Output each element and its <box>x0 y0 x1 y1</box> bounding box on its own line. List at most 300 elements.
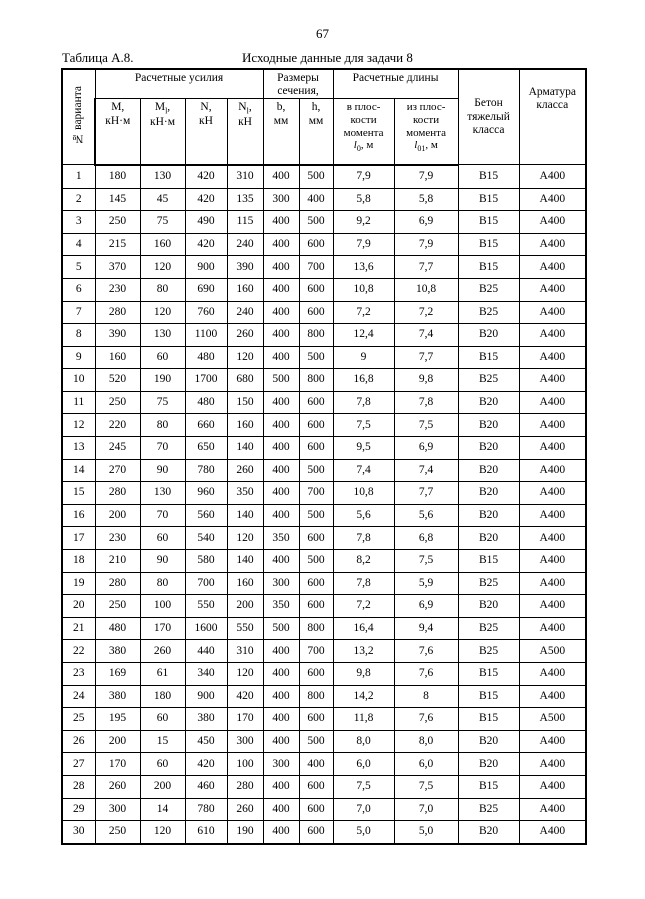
cell-Nl: 310 <box>227 165 263 188</box>
cell-M: 280 <box>95 482 140 505</box>
col-header-Nl: $N_l$, кН <box>227 99 263 165</box>
cell-rebar: A400 <box>519 233 586 256</box>
cell-h: 700 <box>299 640 333 663</box>
cell-h: 600 <box>299 391 333 414</box>
cell-M: 380 <box>95 685 140 708</box>
cell-l01: 8 <box>394 685 458 708</box>
cell-concrete: B20 <box>458 527 519 550</box>
cell-concrete: B15 <box>458 256 519 279</box>
cell-concrete: B25 <box>458 369 519 392</box>
table-row <box>62 414 586 437</box>
cell-N: 480 <box>185 391 227 414</box>
cell-l0: 11,8 <box>333 708 394 731</box>
cell-rebar: A400 <box>519 685 586 708</box>
data-table <box>61 68 587 845</box>
cell-M: 210 <box>95 550 140 573</box>
cell-b: 400 <box>263 346 299 369</box>
table-row <box>62 256 586 279</box>
cell-l0: 7,5 <box>333 775 394 798</box>
cell-variant: 8 <box>62 324 95 347</box>
cell-M: 180 <box>95 165 140 188</box>
cell-M: 260 <box>95 775 140 798</box>
cell-rebar: A400 <box>519 775 586 798</box>
cell-Nl: 350 <box>227 482 263 505</box>
table-row <box>62 324 586 347</box>
cell-l0: 5,8 <box>333 188 394 211</box>
cell-N: 490 <box>185 211 227 234</box>
cell-l01: 5,9 <box>394 572 458 595</box>
cell-Ml: 15 <box>140 730 185 753</box>
cell-l01: 7,5 <box>394 775 458 798</box>
cell-Nl: 420 <box>227 685 263 708</box>
table-row <box>62 437 586 460</box>
cell-l01: 7,5 <box>394 414 458 437</box>
cell-M: 270 <box>95 459 140 482</box>
cell-M: 480 <box>95 617 140 640</box>
cell-Ml: 120 <box>140 256 185 279</box>
cell-Ml: 130 <box>140 482 185 505</box>
cell-b: 400 <box>263 437 299 460</box>
cell-l0: 12,4 <box>333 324 394 347</box>
cell-b: 400 <box>263 821 299 844</box>
cell-l01: 7,7 <box>394 346 458 369</box>
cell-l0: 7,9 <box>333 233 394 256</box>
cell-variant: 9 <box>62 346 95 369</box>
cell-l0: 7,8 <box>333 527 394 550</box>
cell-h: 600 <box>299 278 333 301</box>
cell-l0: 8,2 <box>333 550 394 573</box>
cell-l01: 8,0 <box>394 730 458 753</box>
cell-rebar: A400 <box>519 256 586 279</box>
cell-Ml: 160 <box>140 233 185 256</box>
table-body <box>62 165 586 844</box>
cell-h: 800 <box>299 617 333 640</box>
cell-variant: 18 <box>62 550 95 573</box>
cell-concrete: B15 <box>458 211 519 234</box>
cell-rebar: A400 <box>519 753 586 776</box>
cell-Nl: 120 <box>227 663 263 686</box>
cell-Nl: 280 <box>227 775 263 798</box>
cell-concrete: B25 <box>458 617 519 640</box>
cell-variant: 10 <box>62 369 95 392</box>
cell-rebar: A500 <box>519 708 586 731</box>
table-title: Исходные данные для задачи 8 <box>242 50 413 65</box>
cell-Nl: 310 <box>227 640 263 663</box>
col-header-Ml: $M_l$, кН·м <box>140 99 185 165</box>
table-row <box>62 550 586 573</box>
cell-l0: 5,0 <box>333 821 394 844</box>
cell-Ml: 75 <box>140 391 185 414</box>
cell-b: 400 <box>263 640 299 663</box>
cell-Nl: 240 <box>227 233 263 256</box>
cell-M: 200 <box>95 504 140 527</box>
cell-variant: 22 <box>62 640 95 663</box>
cell-M: 195 <box>95 708 140 731</box>
cell-b: 400 <box>263 301 299 324</box>
cell-h: 700 <box>299 482 333 505</box>
cell-M: 250 <box>95 821 140 844</box>
cell-rebar: A400 <box>519 211 586 234</box>
cell-b: 400 <box>263 459 299 482</box>
cell-rebar: A400 <box>519 437 586 460</box>
cell-Ml: 120 <box>140 301 185 324</box>
cell-Ml: 80 <box>140 414 185 437</box>
cell-N: 420 <box>185 188 227 211</box>
cell-h: 600 <box>299 663 333 686</box>
cell-concrete: B15 <box>458 550 519 573</box>
cell-l01: 7,8 <box>394 391 458 414</box>
cell-concrete: B20 <box>458 437 519 460</box>
cell-concrete: B25 <box>458 301 519 324</box>
cell-N: 480 <box>185 346 227 369</box>
cell-N: 1700 <box>185 369 227 392</box>
cell-Ml: 90 <box>140 550 185 573</box>
cell-Ml: 130 <box>140 324 185 347</box>
table-row <box>62 775 586 798</box>
cell-l0: 16,4 <box>333 617 394 640</box>
cell-rebar: A400 <box>519 188 586 211</box>
cell-l0: 7,9 <box>333 165 394 188</box>
table-row <box>62 640 586 663</box>
cell-Nl: 260 <box>227 459 263 482</box>
cell-N: 580 <box>185 550 227 573</box>
col-header-N: N, кН <box>185 99 227 165</box>
cell-l01: 7,7 <box>394 482 458 505</box>
cell-b: 400 <box>263 324 299 347</box>
col-header-l01: из плос- кости момента $l_{01}$, м <box>394 99 458 165</box>
cell-h: 400 <box>299 188 333 211</box>
cell-b: 400 <box>263 482 299 505</box>
cell-h: 500 <box>299 459 333 482</box>
cell-h: 500 <box>299 730 333 753</box>
cell-M: 380 <box>95 640 140 663</box>
table-row <box>62 165 586 188</box>
cell-l0: 7,5 <box>333 414 394 437</box>
table-row <box>62 188 586 211</box>
col-header-variant: № варианта <box>62 69 95 165</box>
cell-Ml: 80 <box>140 278 185 301</box>
col-header-h: h, мм <box>299 99 333 165</box>
cell-b: 350 <box>263 527 299 550</box>
cell-l0: 7,2 <box>333 595 394 618</box>
cell-Ml: 170 <box>140 617 185 640</box>
cell-l0: 10,8 <box>333 278 394 301</box>
cell-l0: 6,0 <box>333 753 394 776</box>
cell-h: 600 <box>299 414 333 437</box>
cell-Nl: 680 <box>227 369 263 392</box>
cell-rebar: A400 <box>519 324 586 347</box>
cell-N: 420 <box>185 753 227 776</box>
cell-rebar: A400 <box>519 278 586 301</box>
cell-b: 350 <box>263 595 299 618</box>
cell-h: 800 <box>299 324 333 347</box>
table-row <box>62 527 586 550</box>
cell-b: 400 <box>263 775 299 798</box>
cell-concrete: B15 <box>458 165 519 188</box>
cell-concrete: B20 <box>458 730 519 753</box>
cell-Nl: 260 <box>227 324 263 347</box>
cell-variant: 6 <box>62 278 95 301</box>
cell-variant: 2 <box>62 188 95 211</box>
col-header-l0: в плос- кости момента $l_0$, м <box>333 99 394 165</box>
cell-l01: 6,0 <box>394 753 458 776</box>
cell-rebar: A400 <box>519 572 586 595</box>
cell-l01: 7,6 <box>394 708 458 731</box>
col-header-b: b, мм <box>263 99 299 165</box>
cell-concrete: B20 <box>458 324 519 347</box>
cell-l01: 7,6 <box>394 640 458 663</box>
cell-variant: 30 <box>62 821 95 844</box>
cell-b: 300 <box>263 753 299 776</box>
cell-concrete: B25 <box>458 640 519 663</box>
table-row <box>62 482 586 505</box>
cell-l01: 7,6 <box>394 663 458 686</box>
cell-Nl: 140 <box>227 437 263 460</box>
cell-rebar: A500 <box>519 640 586 663</box>
cell-variant: 28 <box>62 775 95 798</box>
cell-Ml: 14 <box>140 798 185 821</box>
table-row <box>62 211 586 234</box>
cell-N: 450 <box>185 730 227 753</box>
cell-b: 400 <box>263 708 299 731</box>
cell-l0: 7,8 <box>333 391 394 414</box>
cell-concrete: B15 <box>458 708 519 731</box>
cell-h: 500 <box>299 550 333 573</box>
cell-concrete: B20 <box>458 753 519 776</box>
cell-b: 400 <box>263 414 299 437</box>
cell-Ml: 75 <box>140 211 185 234</box>
cell-concrete: B15 <box>458 346 519 369</box>
cell-variant: 11 <box>62 391 95 414</box>
cell-b: 500 <box>263 617 299 640</box>
cell-h: 600 <box>299 527 333 550</box>
cell-b: 400 <box>263 211 299 234</box>
cell-N: 900 <box>185 685 227 708</box>
cell-N: 420 <box>185 165 227 188</box>
table-row <box>62 504 586 527</box>
cell-concrete: B20 <box>458 595 519 618</box>
cell-h: 500 <box>299 346 333 369</box>
cell-l0: 13,6 <box>333 256 394 279</box>
cell-variant: 19 <box>62 572 95 595</box>
cell-Ml: 130 <box>140 165 185 188</box>
cell-concrete: B25 <box>458 798 519 821</box>
cell-M: 169 <box>95 663 140 686</box>
cell-concrete: B20 <box>458 821 519 844</box>
cell-Nl: 190 <box>227 821 263 844</box>
cell-rebar: A400 <box>519 414 586 437</box>
cell-l01: 7,0 <box>394 798 458 821</box>
cell-concrete: B20 <box>458 459 519 482</box>
cell-l01: 7,9 <box>394 165 458 188</box>
cell-variant: 27 <box>62 753 95 776</box>
cell-b: 400 <box>263 504 299 527</box>
table-row <box>62 753 586 776</box>
cell-variant: 23 <box>62 663 95 686</box>
cell-h: 400 <box>299 753 333 776</box>
cell-h: 600 <box>299 798 333 821</box>
cell-h: 500 <box>299 165 333 188</box>
cell-concrete: B25 <box>458 278 519 301</box>
cell-Nl: 150 <box>227 391 263 414</box>
cell-concrete: B15 <box>458 233 519 256</box>
cell-M: 200 <box>95 730 140 753</box>
cell-l0: 7,2 <box>333 301 394 324</box>
cell-b: 500 <box>263 369 299 392</box>
cell-concrete: B25 <box>458 572 519 595</box>
cell-M: 220 <box>95 414 140 437</box>
table-row <box>62 685 586 708</box>
cell-Ml: 60 <box>140 753 185 776</box>
cell-variant: 25 <box>62 708 95 731</box>
cell-N: 700 <box>185 572 227 595</box>
cell-rebar: A400 <box>519 165 586 188</box>
cell-M: 300 <box>95 798 140 821</box>
cell-concrete: B20 <box>458 504 519 527</box>
cell-N: 560 <box>185 504 227 527</box>
cell-l01: 7,5 <box>394 550 458 573</box>
cell-M: 520 <box>95 369 140 392</box>
cell-Nl: 160 <box>227 278 263 301</box>
cell-M: 250 <box>95 211 140 234</box>
cell-variant: 12 <box>62 414 95 437</box>
cell-h: 600 <box>299 821 333 844</box>
col-header-concrete: Бетон тяжелый класса <box>458 69 519 165</box>
page-number: 67 <box>316 26 329 41</box>
cell-N: 690 <box>185 278 227 301</box>
cell-l01: 6,9 <box>394 211 458 234</box>
cell-rebar: A400 <box>519 595 586 618</box>
cell-l01: 7,9 <box>394 233 458 256</box>
cell-l01: 10,8 <box>394 278 458 301</box>
cell-b: 400 <box>263 278 299 301</box>
cell-N: 440 <box>185 640 227 663</box>
cell-Nl: 115 <box>227 211 263 234</box>
cell-N: 900 <box>185 256 227 279</box>
cell-b: 400 <box>263 165 299 188</box>
cell-N: 540 <box>185 527 227 550</box>
cell-rebar: A400 <box>519 527 586 550</box>
cell-l01: 9,8 <box>394 369 458 392</box>
cell-Nl: 160 <box>227 414 263 437</box>
cell-concrete: B15 <box>458 775 519 798</box>
cell-l0: 9,5 <box>333 437 394 460</box>
cell-Nl: 200 <box>227 595 263 618</box>
cell-Nl: 390 <box>227 256 263 279</box>
cell-l01: 7,7 <box>394 256 458 279</box>
cell-Nl: 240 <box>227 301 263 324</box>
group-header-section: Размеры сечения, <box>263 69 333 99</box>
cell-M: 230 <box>95 278 140 301</box>
table-row <box>62 278 586 301</box>
cell-Nl: 120 <box>227 346 263 369</box>
cell-Ml: 260 <box>140 640 185 663</box>
cell-N: 550 <box>185 595 227 618</box>
cell-b: 400 <box>263 233 299 256</box>
cell-variant: 17 <box>62 527 95 550</box>
cell-h: 700 <box>299 256 333 279</box>
cell-Nl: 135 <box>227 188 263 211</box>
cell-N: 660 <box>185 414 227 437</box>
cell-b: 300 <box>263 188 299 211</box>
cell-Ml: 61 <box>140 663 185 686</box>
cell-b: 300 <box>263 572 299 595</box>
cell-variant: 21 <box>62 617 95 640</box>
table-row <box>62 663 586 686</box>
cell-variant: 26 <box>62 730 95 753</box>
cell-b: 400 <box>263 730 299 753</box>
cell-l0: 7,8 <box>333 572 394 595</box>
cell-h: 600 <box>299 233 333 256</box>
cell-Nl: 140 <box>227 504 263 527</box>
cell-rebar: A400 <box>519 369 586 392</box>
cell-Ml: 190 <box>140 369 185 392</box>
cell-variant: 16 <box>62 504 95 527</box>
col-header-rebar: Арматура класса <box>519 69 586 165</box>
cell-Nl: 100 <box>227 753 263 776</box>
cell-M: 370 <box>95 256 140 279</box>
cell-h: 600 <box>299 775 333 798</box>
cell-rebar: A400 <box>519 459 586 482</box>
cell-h: 500 <box>299 211 333 234</box>
cell-l0: 8,0 <box>333 730 394 753</box>
table-row <box>62 595 586 618</box>
cell-b: 400 <box>263 685 299 708</box>
cell-rebar: A400 <box>519 346 586 369</box>
cell-concrete: B20 <box>458 482 519 505</box>
cell-l01: 7,2 <box>394 301 458 324</box>
cell-variant: 4 <box>62 233 95 256</box>
cell-variant: 15 <box>62 482 95 505</box>
cell-M: 230 <box>95 527 140 550</box>
cell-Nl: 300 <box>227 730 263 753</box>
cell-Nl: 120 <box>227 527 263 550</box>
cell-b: 400 <box>263 256 299 279</box>
cell-Ml: 90 <box>140 459 185 482</box>
cell-N: 460 <box>185 775 227 798</box>
cell-M: 250 <box>95 391 140 414</box>
cell-l0: 9 <box>333 346 394 369</box>
cell-l0: 14,2 <box>333 685 394 708</box>
cell-rebar: A400 <box>519 504 586 527</box>
cell-l0: 7,0 <box>333 798 394 821</box>
cell-h: 800 <box>299 685 333 708</box>
cell-N: 960 <box>185 482 227 505</box>
table-row <box>62 391 586 414</box>
cell-M: 280 <box>95 301 140 324</box>
cell-variant: 14 <box>62 459 95 482</box>
cell-N: 780 <box>185 459 227 482</box>
cell-l01: 6,9 <box>394 437 458 460</box>
cell-concrete: B15 <box>458 188 519 211</box>
cell-h: 800 <box>299 369 333 392</box>
cell-l0: 9,8 <box>333 663 394 686</box>
cell-b: 400 <box>263 550 299 573</box>
cell-M: 245 <box>95 437 140 460</box>
cell-l01: 7,4 <box>394 324 458 347</box>
cell-Ml: 60 <box>140 346 185 369</box>
cell-rebar: A400 <box>519 798 586 821</box>
cell-l0: 13,2 <box>333 640 394 663</box>
cell-M: 390 <box>95 324 140 347</box>
table-row <box>62 369 586 392</box>
cell-N: 1100 <box>185 324 227 347</box>
cell-variant: 7 <box>62 301 95 324</box>
cell-Nl: 140 <box>227 550 263 573</box>
cell-Nl: 170 <box>227 708 263 731</box>
table-row <box>62 617 586 640</box>
table-row <box>62 798 586 821</box>
